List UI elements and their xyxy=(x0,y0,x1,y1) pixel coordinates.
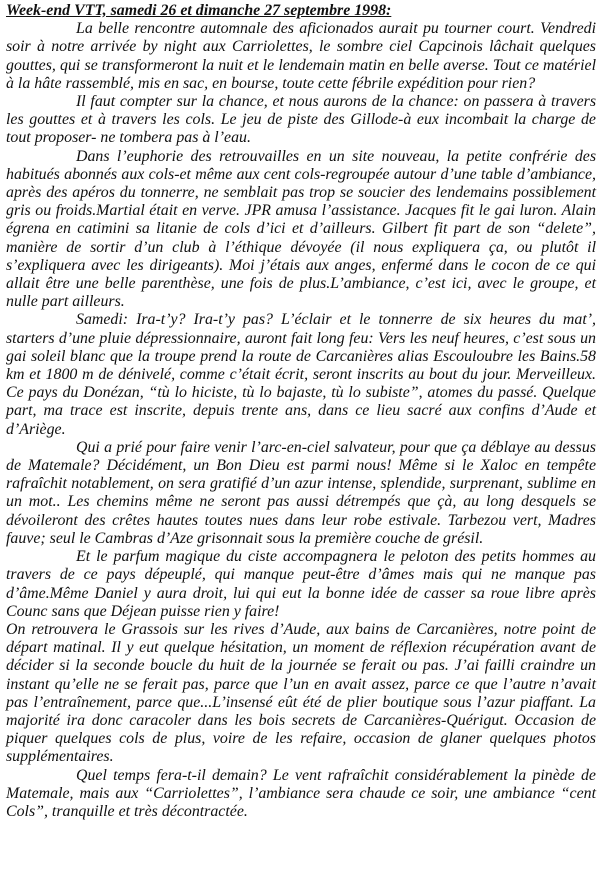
paragraph: Il faut compter sur la chance, et nous aurons de la chance: on passera à travers les gouttes et à travers les cols. Le jeu de piste des Gillode-à eux incombait la charge de tout proposer- ne tombera pas à l’eau. xyxy=(6,93,596,147)
paragraph: La belle rencontre automnale des aficionados aurait pu tourner court. Vendredi soir à notre arrivée by night aux Carriolettes, le sombre ciel Capcinois lâchait quelques gouttes, qui se transformeront la nuit et le lendemain matin en belle averse. Tout ce matériel à la hâte rassemblé, mis en sac, en bourse, toute cette fébrile expédition pour rien? xyxy=(6,20,596,92)
paragraph: Qui a prié pour faire venir l’arc-en-ciel salvateur, pour que ça déblaye au dessus de Matemale? Décidément, un Bon Dieu est parmi nous! Même si le Xaloc en tempête rafraîchit notablement, on sera gratifié d’un azur intense, splendide, surprenant, sublime en un mot.. Les chemins même ne seront pas aussi détrempés que çà, au long desquels se dévoileront des crêtes hautes toutes nues dans leur robe estivale. Tarbezou vert, Madres fauve; seul le Cambras d’Aze grisonnait sous la première couche de grésil. xyxy=(6,438,596,547)
paragraph: Et le parfum magique du ciste accompagnera le peloton des petits hommes au travers de ce pays dépeuplé, qui manque peut-être d’âmes mais qui ne manque pas d’âme.Même Daniel y aura droit, lui qui eut la bonne idée de casser sa roue libre après Counc sans que Déjean puisse rien y faire! xyxy=(6,548,596,620)
paragraph: On retrouvera le Grassois sur les rives d’Aude, aux bains de Carcanières, notre point de départ matinal. Il y eut quelque hésitation, un moment de réflexion récupération avant de décider si la seconde boucle du huit de la journée se ferait ou pas. J’ai failli craindre un instant qu’elle ne se ferait pas, parce que l’un en avait assez, parce ce que l’autre n’avait pas l’entraînement, parce que...L’insensé eût été de plier boutique sous l’azur piaffant. La majorité ira donc caracoler dans les bois secrets de Carcanières-Quérigut. Occasion de piquer quelques cols de plus, voire de les refaire, occasion de glaner quelques photos supplémentaires. xyxy=(6,620,596,766)
paragraph: Quel temps fera-t-il demain? Le vent rafraîchit considérablement la pinède de Matemale, mais aux “Carriolettes”, l’ambiance sera chaude ce soir, une ambiance “cent Cols”, tranquille et très décontractée. xyxy=(6,766,596,820)
paragraph: Dans l’euphorie des retrouvailles en un site nouveau, la petite confrérie des habitués abonnés aux cols-et même aux cent cols-regroupée autour d’une table d’ambiance, après des apéros du tonnerre, ne semblait pas trop se soucier des lendemains possiblement gris ou froids.Martial était en verve. JPR amusa l’assistance. Jacques fit le gai luron. Alain égrena en catimini sa litanie de cols d’ici et d’ailleurs. Gilbert fit part de son “delete”, manière de sortir d’un club à l’éthique dévoyée (il nous expliquera ça, ou plutôt il s’expliquera avec les dirigeants). Moi j’étais aux anges, enfermé dans le cocon de ce qui allait être une belle parenthèse, une fois de plus.L’ambiance, c’est ici, avec le groupe, et nulle part ailleurs. xyxy=(6,147,596,311)
paragraph: Samedi: Ira-t’y? Ira-t’y pas? L’éclair et le tonnerre de six heures du mat’, starters d’une pluie dépressionnaire, auront fait long feu: Vers les neuf heures, c’est sous un gai soleil blanc que la troupe prend la route de Carcanières alias Escouloubre les Bains.58 km et 1800 m de dénivelé, comme c’était écrit, seront inscrits au bout du jour. Merveilleux. Ce pays du Donézan, “tù lo hiciste, tù lo bajaste, tù lo subiste”, atomes du passé. Quelque part, ma trace est inscrite, depuis trente ans, dans ce lieu sacré aux confins d’Aude et d’Ariège. xyxy=(6,311,596,438)
document-title: Week-end VTT, samedi 26 et dimanche 27 septembre 1998: xyxy=(6,2,392,19)
document-body xyxy=(6,20,596,821)
